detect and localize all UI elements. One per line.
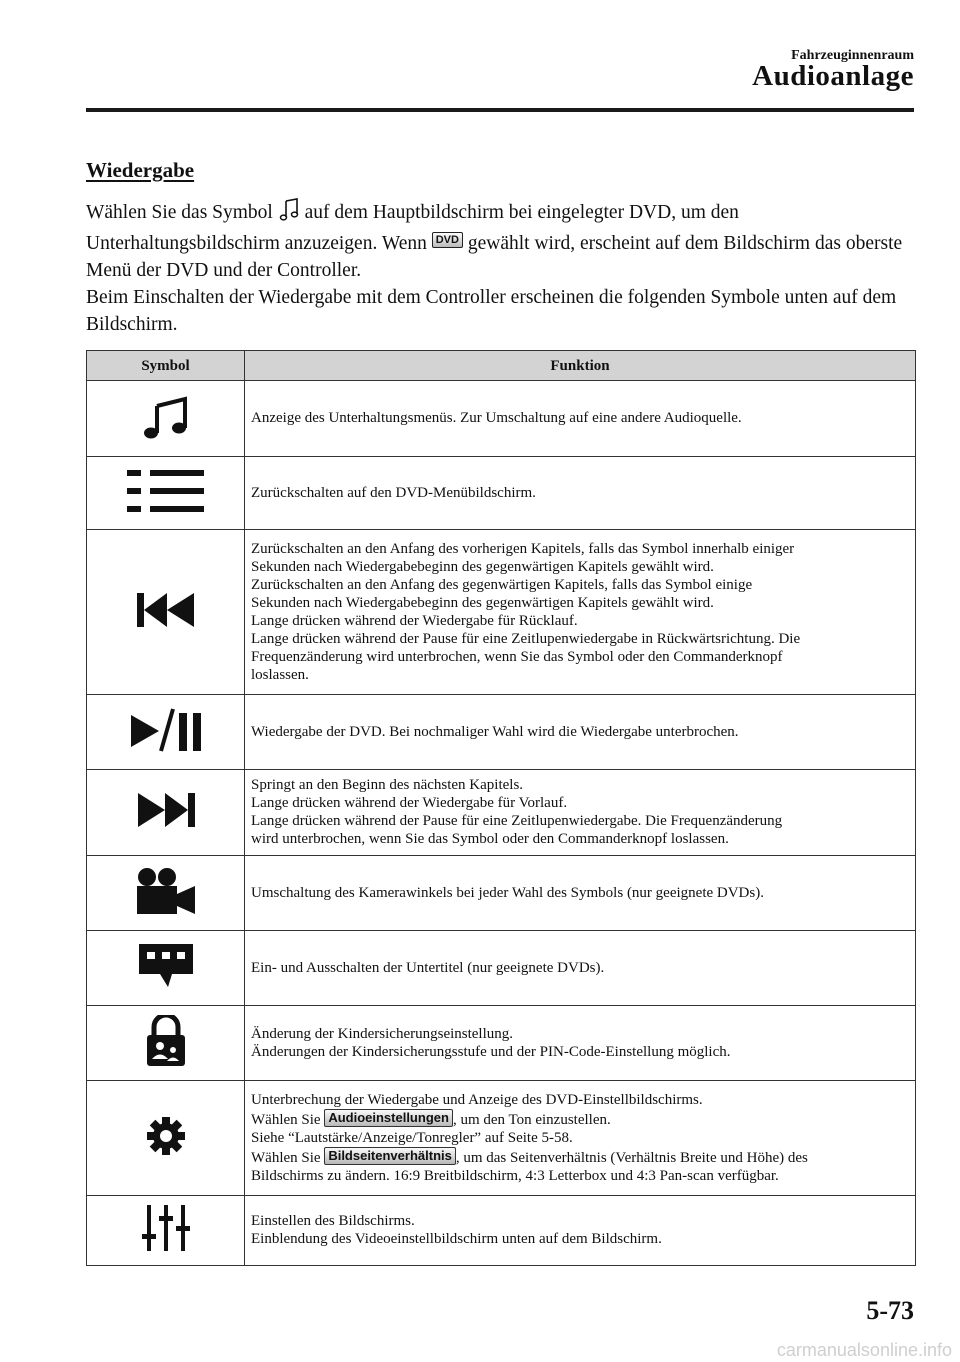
- table-row: [87, 1081, 916, 1196]
- function-text: [245, 1196, 916, 1266]
- settings-gear-icon: [87, 1081, 245, 1196]
- symbol-table: [86, 350, 916, 1266]
- function-line: Änderung der Kindersicherungseinstellung.: [251, 1025, 514, 1042]
- function-line: Zurückschalten auf den DVD-Menübildschirm.: [251, 484, 536, 501]
- function-line: Änderungen der Kindersicherungsstufe und der PIN-Code-Einstellung möglich.: [251, 1043, 731, 1060]
- function-text-part: Wählen Sie: [251, 1149, 325, 1166]
- audio-settings-button-label: Audioeinstellungen: [324, 1109, 453, 1127]
- function-text-part: , um das Seitenverhältnis (Verhältnis Breite und Höhe) des: [455, 1149, 808, 1166]
- page-number: 5-73: [866, 1296, 914, 1325]
- function-line: Frequenzänderung wird unterbrochen, wenn Sie das Symbol oder den Commanderknopf: [251, 648, 783, 665]
- function-line: Sekunden nach Wiedergabebeginn des gegenwärtigen Kapitels gewählt wird.: [251, 594, 714, 611]
- function-text: [245, 770, 916, 856]
- function-line: Lange drücken während der Wiedergabe für Rücklauf.: [251, 612, 578, 629]
- intro-text-part: gewählt wird, erscheint auf dem Bildschirm das oberste Menü der DVD und der Controller.: [86, 233, 903, 281]
- function-text: [245, 381, 916, 457]
- intro-text: [86, 198, 916, 338]
- function-line: Lange drücken während der Wiedergabe für Vorlauf.: [251, 795, 568, 811]
- function-line: Siehe “Lautstärke/Anzeige/Tonregler” auf Seite 5-58.: [251, 1129, 573, 1146]
- function-line: Springt an den Beginn des nächsten Kapitels.: [251, 777, 524, 793]
- function-line: Einstellen des Bildschirms.: [251, 1213, 415, 1229]
- table-row: [87, 931, 916, 1006]
- video-adjust-icon: [87, 1196, 245, 1266]
- chapter-label: Fahrzeuginnenraum: [791, 48, 914, 63]
- function-line: Unterbrechung der Wiedergabe und Anzeige des DVD-Einstellbildschirms.: [251, 1091, 703, 1108]
- function-line: Lange drücken während der Pause für eine Zeitlupenwiedergabe in Rückwärtsrichtung. Die: [251, 630, 801, 647]
- table-row: [87, 695, 916, 770]
- parental-lock-icon: [87, 1006, 245, 1081]
- play-pause-icon: [87, 695, 245, 770]
- skip-forward-icon: [87, 770, 245, 856]
- table-row: [87, 530, 916, 695]
- function-line: Einblendung des Videoeinstellbildschirm unten auf dem Bildschirm.: [251, 1231, 662, 1247]
- music-note-icon: [87, 381, 245, 457]
- intro-paragraph-2: Beim Einschalten der Wiedergabe mit dem Controller erscheinen die folgenden Symbole unten auf dem Bildschirm.: [86, 287, 897, 335]
- function-text: [245, 1081, 916, 1196]
- camera-angle-icon: [87, 856, 245, 931]
- table-row: [87, 1006, 916, 1081]
- menu-list-icon: [87, 457, 245, 530]
- intro-text-part: Wählen Sie das Symbol: [86, 202, 278, 223]
- function-line: Zurückschalten an den Anfang des gegenwärtigen Kapitels, falls das Symbol einige: [251, 576, 753, 593]
- function-line: wird unterbrochen, wenn Sie das Symbol oder den Commanderknopf loslassen.: [251, 831, 729, 847]
- function-text: [245, 695, 916, 770]
- function-line: Sekunden nach Wiedergabebeginn des gegenwärtigen Kapitels gewählt wird.: [251, 558, 714, 575]
- function-text-part: , um den Ton einzustellen.: [452, 1111, 611, 1128]
- function-text: [245, 1006, 916, 1081]
- function-line: loslassen.: [251, 666, 309, 683]
- aspect-ratio-button-label: Bildseitenverhältnis: [324, 1147, 456, 1165]
- function-line: Zurückschalten an den Anfang des vorherigen Kapitels, falls das Symbol innerhalb einiger: [251, 540, 795, 557]
- section-title: Wiedergabe: [86, 158, 195, 182]
- function-line: Bildschirms zu ändern. 16:9 Breitbildschirm, 4:3 Letterbox und 4:3 Pan-scan verfügbar.: [251, 1167, 779, 1184]
- function-line: Lange drücken während der Pause für eine Zeitlupenwiedergabe. Die Frequenzänderung: [251, 813, 783, 829]
- function-text: [245, 457, 916, 530]
- table-row: [87, 1196, 916, 1266]
- intro-text-part: auf dem Hauptbildschirm bei eingelegter DVD, um den Unterhaltungsbildschirm anzuzeigen. Wenn: [86, 202, 739, 254]
- function-text: [245, 856, 916, 931]
- page-title: Audioanlage: [752, 60, 914, 92]
- intro-paragraph-1: [86, 198, 916, 284]
- function-line: [251, 1109, 909, 1129]
- function-line: Wiedergabe der DVD. Bei nochmaliger Wahl wird die Wiedergabe unterbrochen.: [251, 723, 739, 740]
- music-note-icon: [278, 198, 300, 230]
- function-text: [245, 530, 916, 695]
- table-row: [87, 381, 916, 457]
- column-header-symbol: Symbol: [87, 351, 245, 381]
- skip-back-icon: [87, 530, 245, 695]
- table-header-row: [87, 351, 916, 381]
- table-row: [87, 856, 916, 931]
- function-text-part: Wählen Sie: [251, 1111, 325, 1128]
- dvd-button-label: DVD: [432, 232, 463, 248]
- column-header-function: Funktion: [245, 351, 916, 381]
- subtitle-icon: [87, 931, 245, 1006]
- header-rule: [86, 108, 914, 112]
- function-line: Ein- und Ausschalten der Untertitel (nur geeignete DVDs).: [251, 959, 605, 976]
- function-line: Anzeige des Unterhaltungsmenüs. Zur Umschaltung auf eine andere Audioquelle.: [251, 410, 742, 426]
- function-line: [251, 1147, 909, 1167]
- function-line: Umschaltung des Kamerawinkels bei jeder Wahl des Symbols (nur geeignete DVDs).: [251, 884, 764, 901]
- watermark: carmanualsonline.info: [776, 1340, 952, 1360]
- function-text: [245, 931, 916, 1006]
- table-row: [87, 770, 916, 856]
- table-row: [87, 457, 916, 530]
